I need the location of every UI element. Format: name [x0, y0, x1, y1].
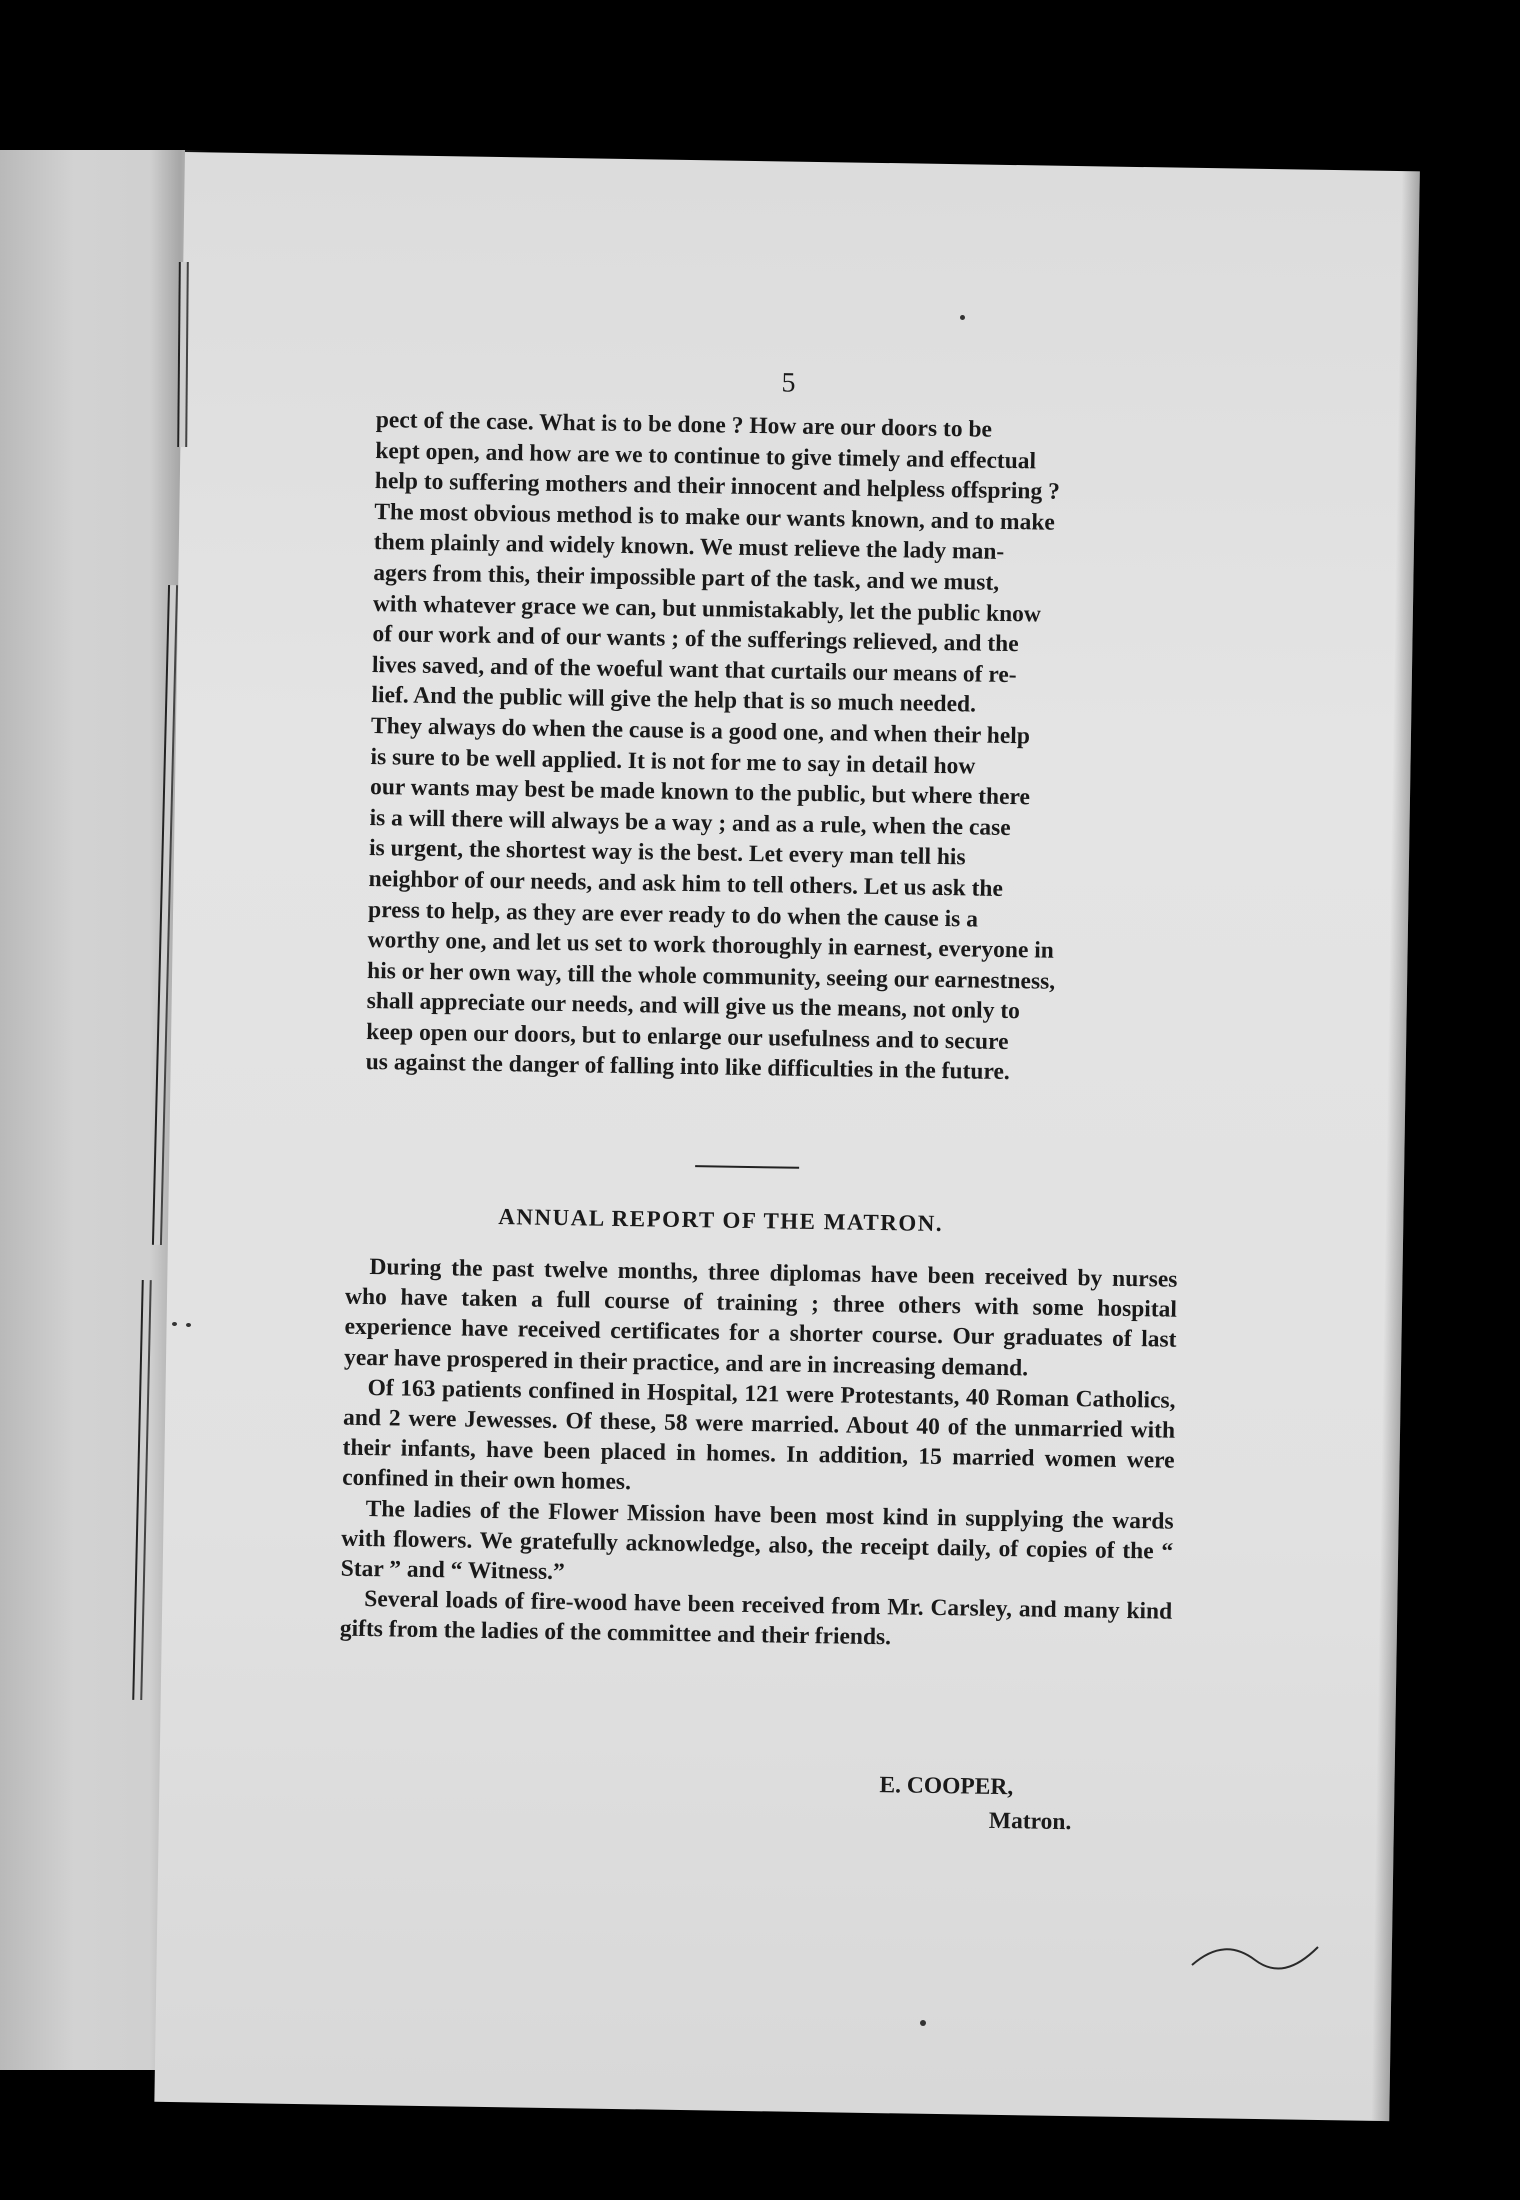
signature-title: Matron.	[988, 1807, 1072, 1836]
report-paragraph: Several loads of fire-wood have been received from Mr. Carsley, and many kind gifts from the ladies of the committee and their friends.	[339, 1586, 1173, 1651]
body-line: with whatever grace we can, but unmistakably, let the public know	[372, 590, 1042, 628]
body-line: They always do when the cause is a good one, and when their help	[370, 712, 1031, 750]
margin-clip-mark	[177, 262, 189, 447]
body-line: pect of the case. What is to be done ? How are our doors to be	[375, 407, 993, 443]
report-paragraph: The ladies of the Flower Mission have been most kind in supplying the wards with flowers. We gratefully acknowledge, also, the receipt daily, of copies of the “ Star ” and “ Witness.”	[340, 1495, 1174, 1586]
page-number: 5	[781, 367, 796, 399]
signature-name: E. COOPER,	[879, 1772, 1014, 1801]
body-line: lives saved, and of the woeful want that curtails our means of re-	[371, 651, 1017, 688]
body-line: kept open, and how are we to continue to give timely and effectual	[375, 437, 1037, 474]
body-line: neighbor of our needs, and ask him to tell others. Let us ask the	[368, 865, 1004, 902]
body-line: of our work and of our wants ; of the sufferings relieved, and the	[372, 621, 1019, 658]
body-text	[365, 405, 1195, 1091]
pencil-squiggle-mark	[1190, 1935, 1320, 1975]
report-paragraph: During the past twelve months, three diplomas have been received by nurses who have taken a full course of training ; three others with some hospital experience have received certificates for a shorter course. Our graduates of last year have prospered in their practice, and are in increasing demand.	[343, 1254, 1178, 1382]
paper-speck	[920, 2020, 926, 2026]
document-page	[154, 152, 1419, 2121]
report-heading: ANNUAL REPORT OF THE MATRON.	[498, 1204, 944, 1237]
body-line: worthy one, and let us set to work thoroughly in earnest, everyone in	[367, 927, 1055, 964]
body-line: is a will there will always be a way ; and as a rule, when the case	[369, 804, 1011, 841]
body-line: them plainly and widely known. We must relieve the lady man-	[373, 529, 1005, 566]
body-line: lief. And the public will give the help that is so much needed.	[371, 682, 977, 718]
signature-block	[879, 1768, 1073, 1839]
section-divider	[695, 1165, 799, 1169]
report-text	[340, 1252, 1178, 1658]
body-line: press to help, as they are ever ready to do when the cause is a	[367, 896, 979, 933]
paper-speck	[172, 1322, 177, 1326]
body-line: The most obvious method is to make our wants known, and to make	[374, 498, 1056, 536]
body-line: is urgent, the shortest way is the best. Let every man tell his	[368, 835, 966, 871]
body-line: his or her own way, till the whole community, seeing our earnestness,	[366, 957, 1056, 995]
body-line: help to suffering mothers and their innocent and helpless offspring ?	[374, 468, 1061, 505]
body-line: agers from this, their impossible part of the task, and we must,	[373, 559, 1000, 596]
body-line: is sure to be well applied. It is not for me to say in detail how	[370, 743, 976, 780]
report-paragraph: Of 163 patients confined in Hospital, 121 were Protestants, 40 Roman Catholics, and 2 were Jewesses. Of these, 58 were married. About 40 of the unmarried with their infants, have been placed in homes. In addition, 15 married women were confined in their own homes.	[341, 1374, 1176, 1496]
paper-speck	[960, 315, 965, 320]
paper-speck	[186, 1323, 191, 1327]
page-edge-shadow	[1371, 171, 1420, 2121]
body-line: shall appreciate our needs, and will give us the means, not only to	[366, 988, 1021, 1025]
body-line: keep open our doors, but to enlarge our usefulness and to secure	[365, 1018, 1009, 1055]
body-line: us against the danger of falling into like difficulties in the future.	[365, 1049, 1010, 1086]
body-line: our wants may best be made known to the public, but where there	[369, 774, 1031, 811]
